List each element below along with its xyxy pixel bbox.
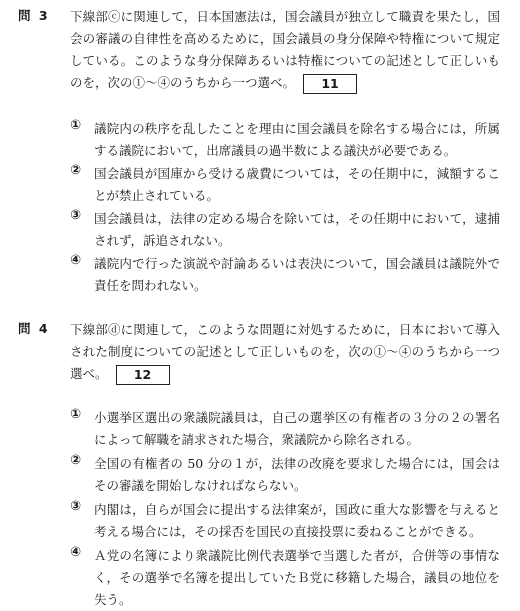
q3-option-4: [70, 253, 500, 297]
q3-option-3: [70, 208, 500, 252]
question-4-number: 問 4: [18, 321, 50, 336]
question-3-text: [70, 6, 500, 94]
q4-option-4-marker: ④: [70, 545, 82, 560]
q3-option-2: [70, 163, 500, 207]
q3-option-1-marker: ①: [70, 118, 82, 133]
q4-option-2-marker: ②: [70, 453, 82, 468]
q3-option-2-text: 国会議員が国庫から受ける歳費については，その任期中に，減額することが禁止されている。: [94, 166, 500, 203]
q4-option-3-text: 内閣は，自らが国会に提出する法律案が，国政に重大な影響を与えると考える場合には，その採否を国民の直接投票に委ねることができる。: [94, 502, 500, 539]
question-4-text: [70, 319, 500, 385]
q3-option-2-marker: ②: [70, 163, 82, 178]
q4-option-3: [70, 499, 500, 543]
q4-option-1: [70, 407, 500, 451]
q3-option-3-text: 国会議員は，法律の定める場合を除いては，その任期中において，逮捕されず，訴追されない。: [94, 211, 500, 248]
q4-option-4-text: Ａ党の名簿により衆議院比例代表選挙で当選した者が，合併等の事情なく，その選挙で名簿を提出していたＢ党に移籍した場合，議員の地位を失う。: [94, 548, 500, 607]
answer-box-12: 12: [116, 365, 170, 385]
q4-option-2: [70, 453, 500, 497]
q4-option-1-text: 小選挙区選出の衆議院議員は，自己の選挙区の有権者の３分の２の署名によって解職を請求された場合，衆議院から除名される。: [94, 410, 500, 447]
q3-option-4-marker: ④: [70, 253, 82, 268]
question-3-number: 問 3: [18, 8, 50, 23]
q4-option-2-text: 全国の有権者の 50 分の１が，法律の改廃を要求した場合には，国会はその審議を開始しなければならない。: [94, 456, 500, 493]
q4-option-1-marker: ①: [70, 407, 82, 422]
q4-option-4: [70, 545, 500, 611]
question-3-prompt: 下線部ⓒに関連して，日本国憲法は，国会議員が独立して職責を果たし，国会の審議の自律性を高めるために，国会議員の身分保障や特権について規定している。このような身分保障あるいは特権についての記述として正しいものを，次の①～④のうちから一つ選べ。: [70, 9, 500, 90]
q4-option-3-marker: ③: [70, 499, 82, 514]
answer-box-11: 11: [303, 74, 357, 94]
q3-option-1: [70, 118, 500, 162]
q3-option-3-marker: ③: [70, 208, 82, 223]
q3-option-4-text: 議院内で行った演説や討論あるいは表決について，国会議員は議院外で責任を問われない。: [94, 256, 500, 293]
question-4-prompt: 下線部ⓓに関連して，このような問題に対処するために，日本において導入された制度についての記述として正しいものを，次の①～④のうちから一つ選べ。: [70, 322, 500, 381]
q3-option-1-text: 議院内の秩序を乱したことを理由に国会議員を除名する場合には，所属する議院において，出席議員の過半数による議決が必要である。: [94, 121, 500, 158]
